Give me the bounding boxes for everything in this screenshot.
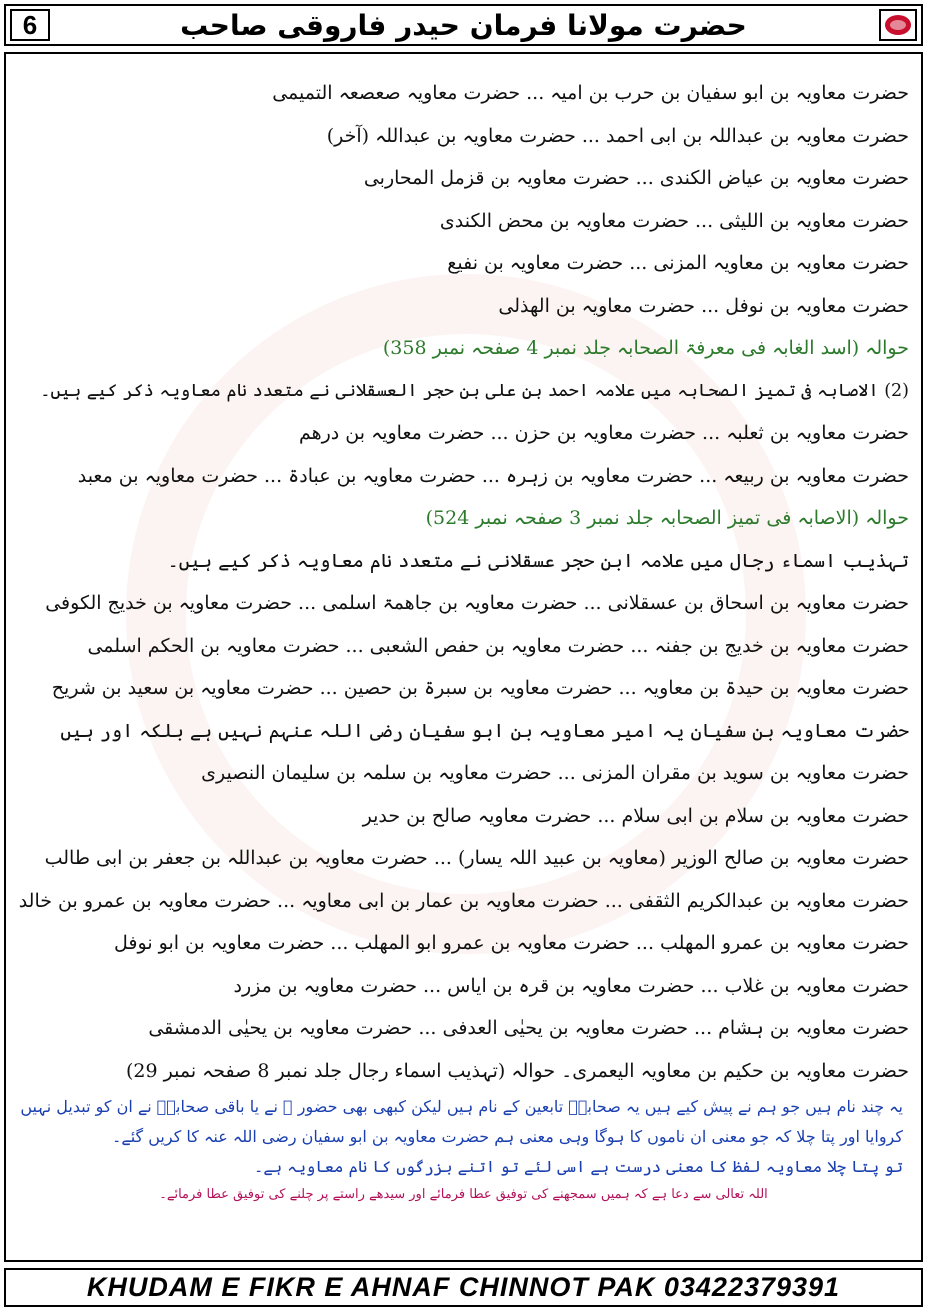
text-line: حضرت معاویہ بن عیاض الکندی ... حضرت معاویہ بن قزمل المحاربی [363, 167, 909, 189]
text-line: حضرت معاویہ بن ابو سفیان بن حرب بن امیہ ... حضرت معاویہ صعصعہ التمیمی [272, 82, 909, 104]
text-line: حضرت معاویہ بن نوفل ... حضرت معاویہ بن الھذلی [498, 294, 909, 317]
text-line: حضرت معاویہ بن سفیان یہ امیر معاویہ بن ابو سفیان رضی اللہ عنہم نہیں ہے بلکہ اور ہیں [60, 719, 909, 742]
text-line: حضرت معاویہ بن عبدالکریم الثقفی ... حضرت معاویہ بن عمار بن ابی معاویہ ... حضرت معاویہ بن عمرو بن خالد [18, 889, 909, 912]
reference-line: حوالہ (الاصابہ فی تمیز الصحابہ جلد نمبر 3 صفحہ نمبر 524) [425, 507, 909, 529]
text-line: حضرت معاویہ بن اللیثی ... حضرت معاویہ بن محض الکندی [439, 209, 909, 232]
content-body [18, 72, 909, 1208]
text-line: حضرت معاویہ بن ربیعہ ... حضرت معاویہ بن زہرہ ... حضرت معاویہ بن عبادۃ ... حضرت معاویہ بن معبد [77, 464, 909, 487]
footer-banner: KHUDAM E FIKR E AHNAF CHINNOT PAK 03422379391 [4, 1268, 923, 1307]
text-line: حضرت معاویہ بن حیدۃ بن معاویہ ... حضرت معاویہ بن سبرۃ بن حصین ... حضرت معاویہ بن سعید بن شریح [51, 677, 909, 699]
reference-line: حوالہ (اسد الغابہ فی معرفۃ الصحابہ جلد نمبر 4 صفحہ نمبر 358) [382, 337, 909, 359]
text-line: حضرت معاویہ بن غلاب ... حضرت معاویہ بن قرہ بن ایاس ... حضرت معاویہ بن مزرد [233, 974, 909, 997]
text-line: حضرت معاویہ بن ہشام ... حضرت معاویہ بن یحیٰی العدفی ... حضرت معاویہ بن یحیٰی الدمشقی [148, 1017, 909, 1039]
text-line: حضرت معاویہ بن عمرو المھلب ... حضرت معاویہ بن عمرو ابو المھلب ... حضرت معاویہ بن ابو نوفل [114, 932, 909, 954]
text-line: حضرت معاویہ بن ثعلبہ ... حضرت معاویہ بن حزن ... حضرت معاویہ بن درھم [298, 422, 909, 444]
text-line: حضرت معاویہ بن حکیم بن معاویہ الیعمری۔ حوالہ (تہذیب اسماء رجال جلد نمبر 8 صفحہ نمبر 29) [125, 1059, 909, 1082]
text-line: حضرت معاویہ بن اسحاق بن عسقلانی ... حضرت معاویہ بن جاھمۃ اسلمی ... حضرت معاویہ بن خدیج الکوفی [45, 592, 909, 614]
text-line: حضرت معاویہ بن سلام بن ابی سلام ... حضرت معاویہ صالح بن حدیر [362, 804, 909, 827]
text-line: حضرت معاویہ بن معاویہ المزنی ... حضرت معاویہ بن نفیع [447, 252, 909, 274]
text-line: تہذیب اسماء رجال میں علامہ ابن حجر عسقلانی نے متعدد نام معاویہ ذکر کیے ہیں۔ [167, 549, 909, 572]
text-line: حضرت معاویہ بن خدیج بن جفنہ ... حضرت معاویہ بن حفص الشعبی ... حضرت معاویہ بن الحکم اسلمی [87, 634, 909, 657]
content-frame [4, 52, 923, 1262]
text-line: (2) الاصابہ فی تمیز الصحابہ میں علامہ احمد بن علی بن حجر العسقلانی نے متعدد نام معاویہ ذکر کیے ہیں۔ [40, 380, 909, 401]
prayer-line: اللہ تعالی سے دعا ہے کہ ہمیں سمجھنے کی توفیق عطا فرمائے اور سیدھے راستے پر چلنے کی توفیق عطا فرمائے۔ [159, 1187, 768, 1202]
page-title: حضرت مولانا فرمان حیدر فاروقی صاحب [180, 9, 747, 42]
text-line: حضرت معاویہ بن سوید بن مقران المزنی ... حضرت معاویہ بن سلمہ بن سلیمان النصیری [201, 762, 909, 784]
conclusion-paragraph: یہ چند نام ہیں جو ہم نے پیش کیے ہیں یہ صحابہؓ تابعین کے نام ہیں لیکن کبھی بھی حضور ﷺ نے یا باقی صحابہؓ نے ان کو تبدیل نہیں کروایا اور پتا چلا کہ جو معنی ان ناموں کا ہوگا وہی معنی ہم حضرت معاویہ بن ابو سفیان رضی اللہ عنہ کا کریں گئے۔ [20, 1097, 903, 1146]
conclusion-paragraph: تو پتا چلا معاویہ لفظ کا معنی درست ہے اسی لئے تو اتنے بزرگوں کا نام معاویہ ہے۔ [254, 1157, 903, 1176]
logo-icon [879, 9, 917, 41]
text-line: حضرت معاویہ بن صالح الوزیر (معاویہ بن عبید اللہ یسار) ... حضرت معاویہ بن عبداللہ بن جعفر بن ابی طالب [44, 847, 909, 869]
page-number: 6 [10, 9, 50, 41]
page-header [4, 4, 923, 46]
text-line: حضرت معاویہ بن عبداللہ بن ابی احمد ... حضرت معاویہ بن عبداللہ (آخر) [326, 124, 909, 147]
